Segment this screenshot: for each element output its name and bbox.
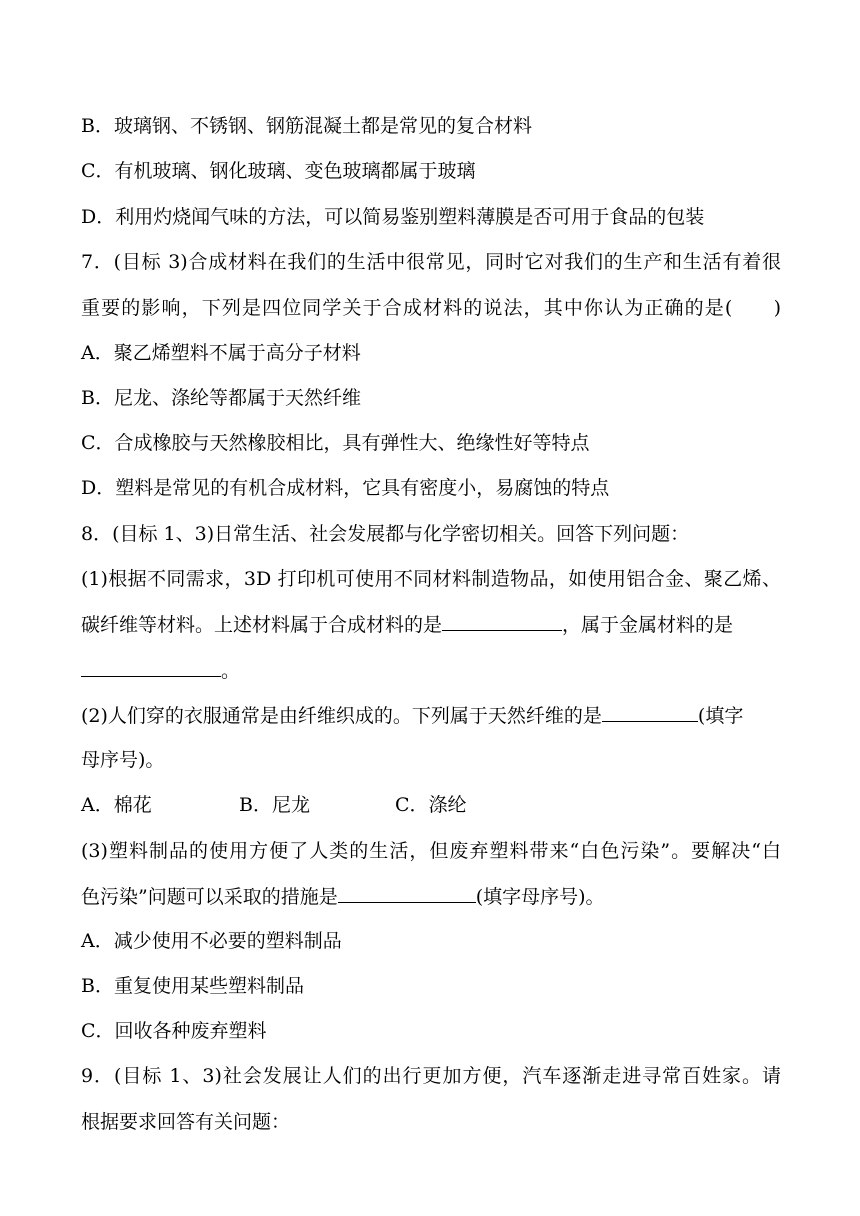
q7-stem-line1: 7．(目标 3)合成材料在我们的生活中很常见，同时它对我们的生产和生活有着很 <box>81 251 781 273</box>
q8-part1-blank-synthetic[interactable] <box>442 612 562 631</box>
q7-option-b: B．尼龙、涤纶等都属于天然纤维 <box>81 387 361 409</box>
q8-part2-text-b: (填字 <box>697 705 744 727</box>
q7-option-a: A．聚乙烯塑料不属于高分子材料 <box>81 342 361 364</box>
q8-part3-option-c: C．回收各种废弃塑料 <box>81 1020 267 1042</box>
q6-option-b: B．玻璃钢、不锈钢、钢筋混凝土都是常见的复合材料 <box>81 115 532 137</box>
q8-part1-text-a: 碳纤维等材料。上述材料属于合成材料的是 <box>81 614 443 636</box>
q8-part2-option-c: C．涤纶 <box>395 794 467 816</box>
q6-option-d: D．利用灼烧闻气味的方法，可以简易鉴别塑料薄膜是否可用于食品的包装 <box>81 206 705 228</box>
q8-part2-options <box>81 793 781 817</box>
q8-part2-option-a: A．棉花 <box>81 794 152 816</box>
q8-part1-line1: (1)根据不同需求，3D 打印机可使用不同材料制造物品，如使用铝合金、聚乙烯、 <box>81 568 781 590</box>
q8-part2-line1 <box>81 703 781 728</box>
q8-part1-text-end: 。 <box>221 660 241 682</box>
q8-part3-text-a: 色污染”问题可以采取的措施是 <box>81 886 338 908</box>
q7-option-c: C．合成橡胶与天然橡胶相比，具有弹性大、绝缘性好等特点 <box>81 432 590 454</box>
q8-part2-text-a: (2)人们穿的衣服通常是由纤维织成的。下列属于天然纤维的是 <box>81 705 602 727</box>
q8-part3-option-a: A．减少使用不必要的塑料制品 <box>81 930 342 952</box>
q8-part3-blank[interactable] <box>338 884 476 903</box>
q9-stem-line1: 9．(目标 1、3)社会发展让人们的出行更加方便，汽车逐渐走进寻常百姓家。请 <box>81 1065 781 1087</box>
q8-part2-blank[interactable] <box>602 703 698 722</box>
q8-part1-line3 <box>81 658 781 683</box>
q9-stem-line2: 根据要求回答有关问题： <box>81 1111 291 1133</box>
q8-part3-line2 <box>81 884 781 909</box>
q7-stem-line2: 重要的影响，下列是四位同学关于合成材料的说法，其中你认为正确的是( ) <box>81 297 781 319</box>
q8-part3-text-b: (填字母序号)。 <box>475 886 605 908</box>
q7-option-d: D．塑料是常见的有机合成材料，它具有密度小，易腐蚀的特点 <box>81 477 610 499</box>
q6-option-c: C．有机玻璃、钢化玻璃、变色玻璃都属于玻璃 <box>81 160 476 182</box>
q8-part2-option-b: B．尼龙 <box>239 794 310 816</box>
q8-stem: 8．(目标 1、3)日常生活、社会发展都与化学密切相关。回答下列问题： <box>81 523 690 545</box>
q8-part3-line1: (3)塑料制品的使用方便了人类的生活，但废弃塑料带来“白色污染”。要解决“白 <box>81 840 781 862</box>
q8-part1-text-b: ，属于金属材料的是 <box>562 614 734 636</box>
q8-part2-line2: 母序号)。 <box>81 749 165 771</box>
q8-part1-blank-metal[interactable] <box>81 658 221 677</box>
q8-part1-line2 <box>81 612 781 637</box>
q8-part3-option-b: B．重复使用某些塑料制品 <box>81 975 304 997</box>
